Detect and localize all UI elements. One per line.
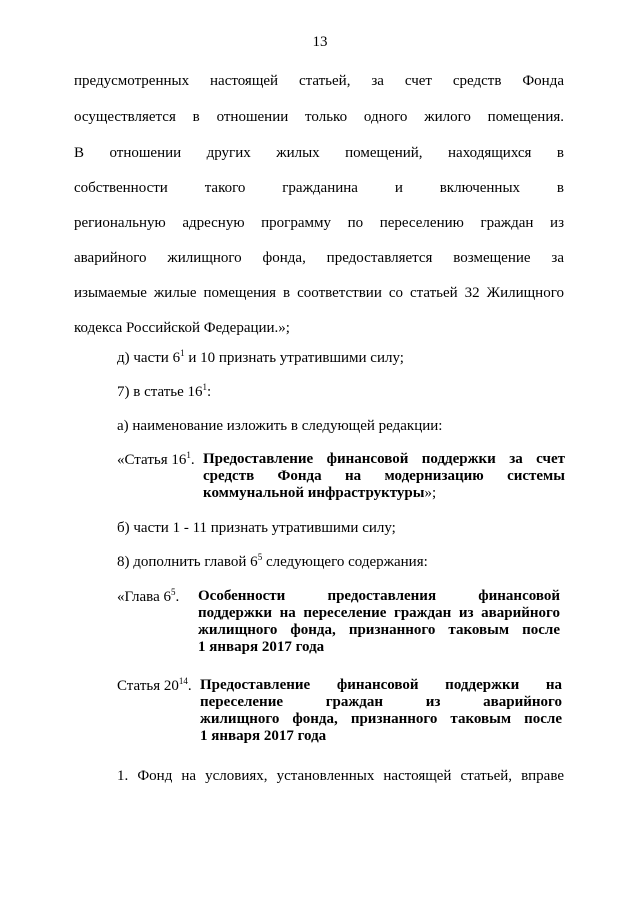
article-16-1-title-line: коммунальной инфраструктуры»; — [203, 485, 437, 501]
list-item-8: 8) дополнить главой $6^5$ следующего содержания: — [117, 552, 428, 570]
paragraph-line: региональную адресную программу по переселению граждан из — [74, 215, 564, 231]
article-20-14-title-line: жилищного фонда, признанного таковым после — [200, 711, 562, 727]
chapter-6-5-title-line: поддержки на переселение граждан из аварийного — [198, 605, 560, 621]
article-20-14-title-line: 1 января 2017 года — [200, 728, 327, 744]
chapter-6-5-title-line: 1 января 2017 года — [198, 639, 325, 655]
paragraph-line: кодекса Российской Федерации.»; — [74, 320, 290, 336]
paragraph-line: изымаемые жилые помещения в соответствии со статьей 32 Жилищного — [74, 285, 564, 301]
article-16-1-title-tail: »; — [424, 485, 437, 501]
list-item-a: а) наименование изложить в следующей редакции: — [117, 418, 443, 434]
article-20-14-title-line: переселение граждан из аварийного — [200, 694, 562, 710]
chapter-6-5-label: «Глава $6^5$. — [117, 587, 180, 605]
paragraph-line: осуществляется в отношении только одного жилого помещения. — [74, 109, 564, 125]
chapter-6-5-title-line: Особенности предоставления финансовой — [198, 588, 560, 604]
list-item-b: б) части 1 - 11 признать утратившими силу; — [117, 520, 396, 536]
paragraph-line: собственности такого гражданина и включенных в — [74, 180, 564, 196]
article-16-1-title-line: Предоставление финансовой поддержки за счет — [203, 451, 565, 467]
list-item-d: д) части $6^1$ и 10 признать утратившими силу; — [117, 348, 404, 366]
article-20-14-label: Статья $20^{14}$. — [117, 676, 192, 694]
point-1-line: 1. Фонд на условиях, установленных настоящей статьей, вправе — [117, 768, 564, 784]
paragraph-line: предусмотренных настоящей статьей, за счет средств Фонда — [74, 73, 564, 89]
paragraph-line: В отношении других жилых помещений, находящихся в — [74, 145, 564, 161]
article-20-14-title-line: Предоставление финансовой поддержки на — [200, 677, 562, 693]
page-number: 13 — [312, 34, 328, 50]
list-item-7: 7) в статье $16^1$: — [117, 382, 212, 400]
article-16-1-title-line: средств Фонда на модернизацию системы — [203, 468, 565, 484]
chapter-6-5-title-line: жилищного фонда, признанного таковым после — [198, 622, 560, 638]
paragraph-line: аварийного жилищного фонда, предоставляется возмещение за — [74, 250, 564, 266]
article-16-1-label: «Статья $16^1$. — [117, 450, 195, 468]
